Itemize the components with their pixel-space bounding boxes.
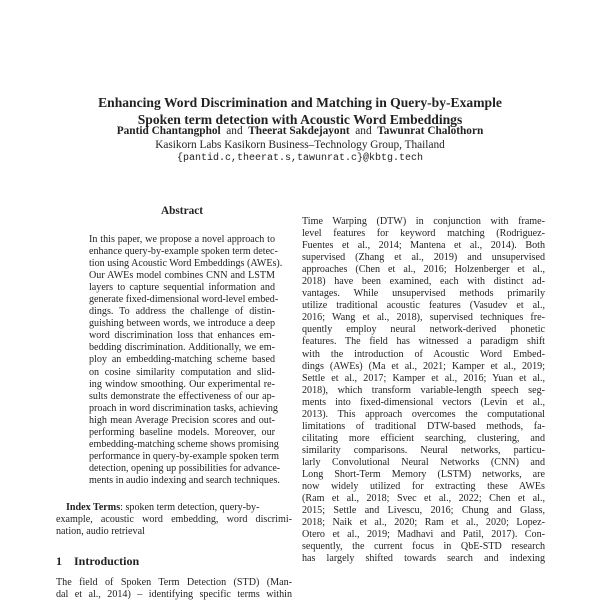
author-names [0, 124, 600, 138]
text-line: 2015; Settle and Livescu, 2016; Chung and Glass, [302, 505, 545, 517]
text-line: ments in audio indexing and search techniques. [89, 474, 280, 486]
author: Theerat Sakdejayont [248, 125, 350, 137]
affiliation: Kasikorn Labs Kasikorn Business–Technology Group, Thailand [155, 139, 445, 151]
section-heading [56, 555, 139, 567]
text-line: 2018; Naik et al., 2020; Ram et al., 2020; Lopez- [302, 517, 545, 529]
text-line: sequently, the current focus in QbE-STD research [302, 541, 545, 553]
section-number: 1 [56, 554, 62, 568]
title-line: Enhancing Word Discrimination and Matching in Query-by-Example [98, 95, 502, 110]
text-line: layers to capture sequential information and [89, 282, 275, 294]
text-line: on cosine similarity computation and slid- [89, 366, 275, 378]
index-terms-text: : spoken term detection, query-by- [120, 502, 260, 513]
text-line: approaches (Chen et al., 2016; Holzenberger et al., [302, 264, 545, 276]
text-line: limitations of traditional DTW-based methods, fa- [302, 420, 545, 432]
author: Tawunrat Chalothorn [377, 125, 484, 137]
text-line: vantages. While unsupervised methods primarily [302, 288, 545, 300]
text-line: guishing between words, we introduce a deep [89, 318, 275, 330]
text-line: example, acoustic word embedding, word discrimi- [56, 514, 292, 526]
text-line [56, 502, 292, 514]
intro-body [56, 577, 292, 601]
text-line: features. The field has witnessed a paradigm shift [302, 336, 545, 348]
text-line: Our AWEs model combines CNN and LSTM [89, 270, 275, 282]
right-column-body [302, 216, 545, 565]
email: {pantid.c,theerat.s,tawunrat.c}@kbtg.tech [176, 153, 424, 164]
text-line: level features for keyword matching (Rodriguez- [302, 228, 545, 240]
text-line: Time Warping (DTW) in conjunction with frame- [302, 216, 545, 227]
section-title: Introduction [74, 554, 140, 568]
author-block [0, 124, 600, 166]
text-line: tion using Acoustic Word Embeddings (AWEs). [89, 258, 283, 270]
text-line: performance in query-by-example spoken term [89, 450, 280, 462]
text-line: dal et al., 2014) – identifying specific terms within [56, 589, 292, 601]
paper-title [0, 94, 600, 128]
text-line: Long Short-Term Memory (LSTM) networks, are [302, 468, 545, 480]
text-line: (Ram et al., 2018; Svec et al., 2022; Chen et al., [302, 493, 545, 505]
text-line: enhance query-by-example spoken term detec- [89, 246, 278, 258]
text-line: generate fixed-dimensional word-level embed- [89, 294, 279, 306]
text-line: ments into fixed-dimensional vectors (Levin et al., [302, 396, 545, 408]
text-line: dings (AWEs) (Ma et al., 2021; Kamper et al., 2019; [302, 360, 545, 372]
index-terms-label: Index Terms [66, 502, 121, 513]
text-line: 2018), which transform variable-length speech seg- [302, 384, 545, 396]
text-line: Otero et al., 2019; Madhavi and Patil, 2017). Con- [302, 529, 545, 541]
text-line: similarity comparisons. Neural networks, particu- [302, 444, 545, 456]
text-line: ploy an embedding-matching scheme based [89, 354, 275, 366]
text-line: high mean Average Precision scores and out- [89, 414, 275, 426]
text-line: supervised (Zhang et al., 2019) and unsupervised [302, 252, 545, 264]
text-line: has largely shifted towards search and indexing [302, 553, 545, 565]
text-line: 2013). This approach overcomes the computational [302, 408, 545, 420]
text-line: The field of Spoken Term Detection (STD) (Man- [56, 577, 292, 588]
abstract-body [89, 234, 283, 487]
text-line: cilitating more efficient searching, clustering, and [302, 432, 545, 444]
sep: and [355, 125, 372, 137]
text-line: embedding-matching scheme shows promising [89, 438, 279, 450]
text-line: 2018) have been examined, each with distinct ad- [302, 276, 545, 288]
text-line: nation, audio retrieval [56, 526, 145, 538]
text-line: ing window smoothing. Our experimental re- [89, 378, 275, 390]
text-line: word discrimination loss that enhances em- [89, 330, 275, 342]
text-line: quently employ neural network-derived phonetic [302, 324, 545, 336]
index-terms [56, 502, 292, 538]
text-line: larly Convolutional Neural Networks (CNN) and [302, 456, 545, 468]
text-line: Fuentes et al., 2014; Mantena et al., 2014). Both [302, 240, 545, 252]
title-line: Spoken term detection with Acoustic Word Embeddings [137, 112, 463, 127]
text-line: with the introduction of Acoustic Word Embed- [302, 348, 545, 360]
text-line: In this paper, we propose a novel approach to [89, 234, 275, 245]
text-line: now widely utilized for extracting these AWEs [302, 481, 545, 493]
sep: and [226, 125, 243, 137]
text-line: 2016; Wang et al., 2018), supervised techniques fre- [302, 312, 545, 324]
text-line: bedding discrimination. Additionally, we em- [89, 342, 275, 354]
abstract-heading: Abstract [160, 205, 204, 217]
text-line: detection, opening up possibilities for advance- [89, 462, 281, 474]
text-line: utilize traditional acoustic features (Vasudev et al., [302, 300, 545, 312]
text-line: performing baseline models. Moreover, our [89, 426, 275, 438]
text-line: sults demonstrate the effectiveness of our ap- [89, 390, 275, 402]
text-line: Settle et al., 2017; Kamper et al., 2016; Yuan et al., [302, 372, 545, 384]
author: Pantid Chantangphol [116, 125, 221, 137]
text-line: proach in word discrimination tasks, achieving [89, 402, 278, 414]
text-line: dings. To address the challenge of distin- [89, 306, 275, 318]
